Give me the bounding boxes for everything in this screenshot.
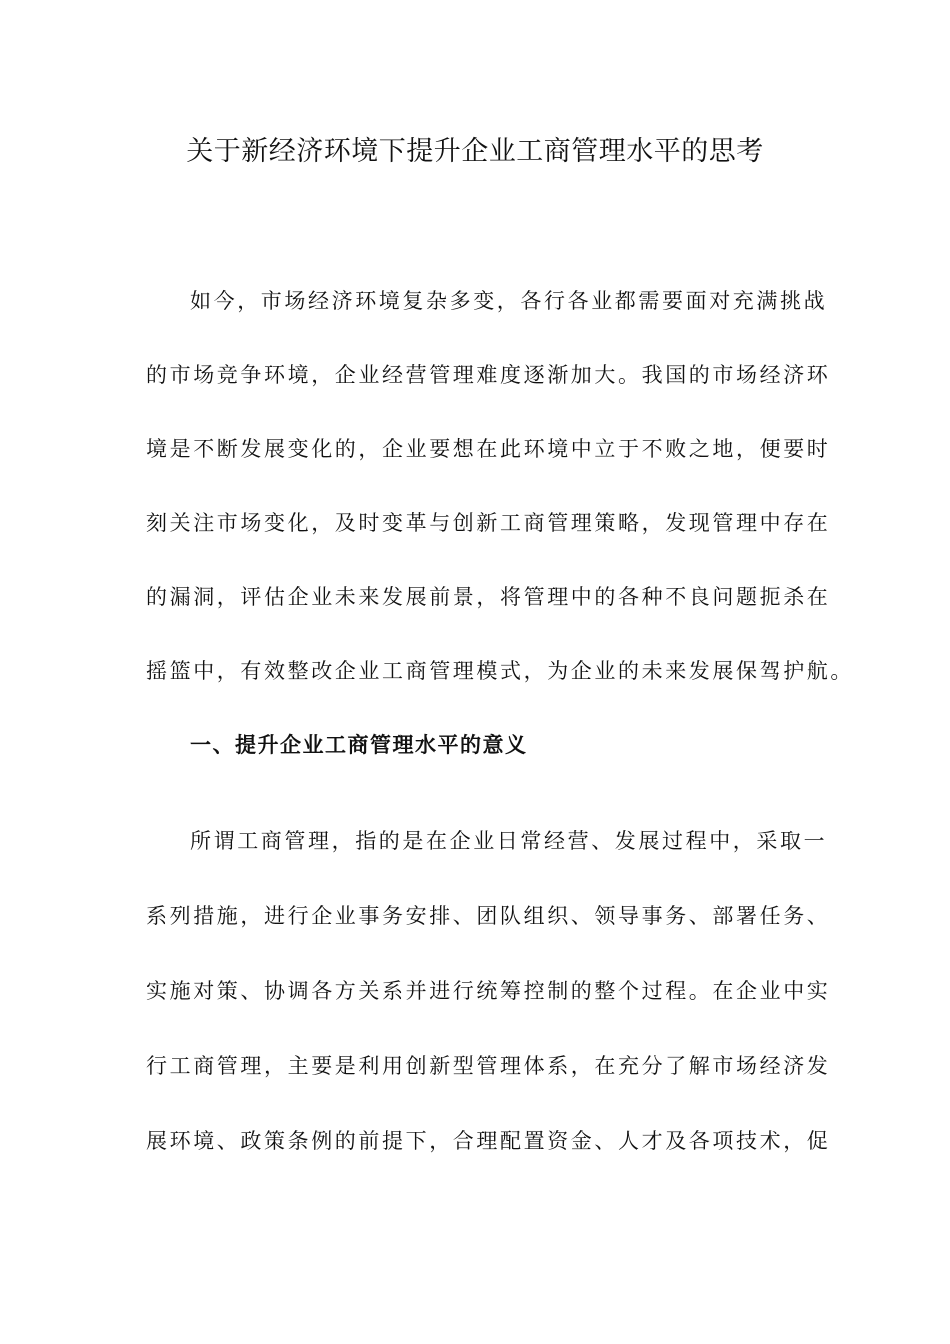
paragraph-line: 摇篮中，有效整改企业工商管理模式，为企业的未来发展保驾护航。 [146,659,854,683]
paragraph-line: 系列措施，进行企业事务安排、团队组织、领导事务、部署任务、 [146,904,831,928]
paragraph-line: 如今，市场经济环境复杂多变，各行各业都需要面对充满挑战 [190,289,828,313]
paragraph-line: 实施对策、协调各方关系并进行统筹控制的整个过程。在企业中实 [146,979,831,1003]
document-title: 关于新经济环境下提升企业工商管理水平的思考 [186,136,764,167]
paragraph-line: 行工商管理，主要是利用创新型管理体系，在充分了解市场经济发 [146,1054,831,1078]
paragraph-line: 所谓工商管理，指的是在企业日常经营、发展过程中，采取一 [190,829,828,853]
paragraph-line: 展环境、政策条例的前提下，合理配置资金、人才及各项技术，促 [146,1129,831,1153]
paragraph-line: 的漏洞，评估企业未来发展前景，将管理中的各种不良问题扼杀在 [146,585,831,609]
paragraph-line: 的市场竞争环境，企业经营管理难度逐渐加大。我国的市场经济环 [146,363,831,387]
paragraph-line: 境是不断发展变化的，企业要想在此环境中立于不败之地，便要时 [146,437,831,461]
paragraph-line: 刻关注市场变化，及时变革与创新工商管理策略，发现管理中存在 [146,511,831,535]
section-heading: 一、提升企业工商管理水平的意义 [190,732,528,757]
